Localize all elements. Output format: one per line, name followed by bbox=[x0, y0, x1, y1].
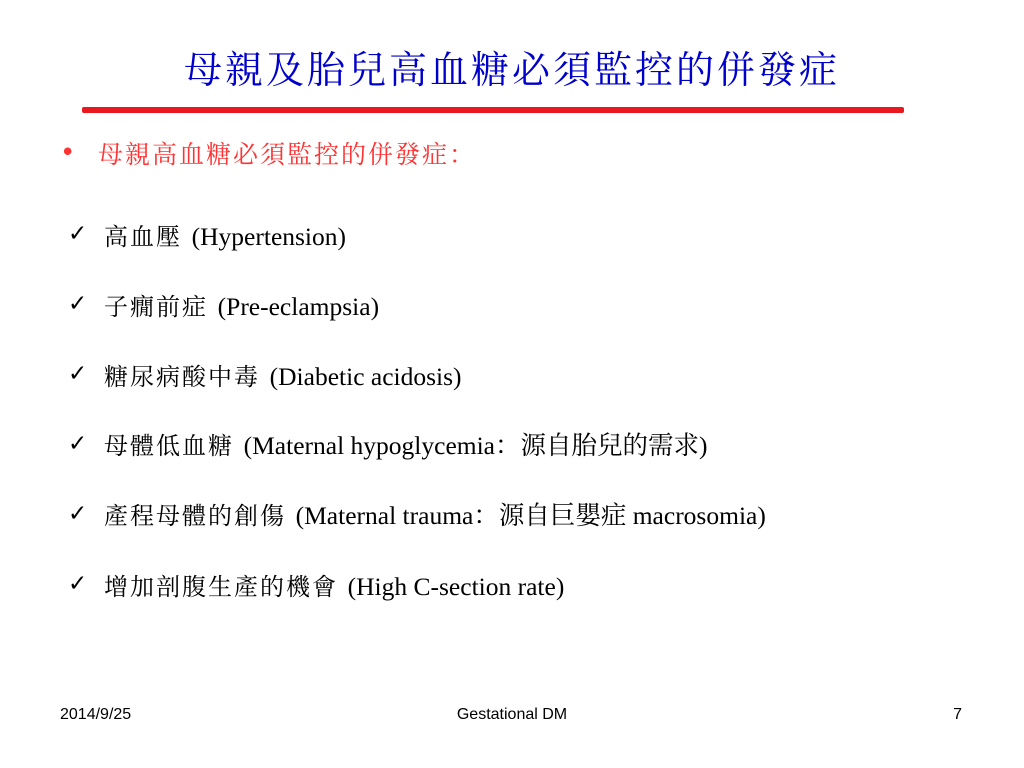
checkmark-icon: ✓ bbox=[68, 431, 88, 457]
item-en: (Diabetic acidosis) bbox=[269, 361, 462, 391]
list-item-text bbox=[104, 567, 564, 602]
item-zh: 糖尿病酸中毒 bbox=[104, 362, 270, 391]
item-en: (High C-section rate) bbox=[347, 571, 565, 601]
checkmark-icon: ✓ bbox=[68, 571, 88, 597]
checkmark-icon: ✓ bbox=[68, 361, 88, 387]
title-underline bbox=[82, 107, 904, 113]
footer-date: 2014/9/25 bbox=[60, 706, 132, 723]
item-zh: 子癇前症 bbox=[104, 292, 218, 321]
item-en: (Maternal hypoglycemia：源自胎兒的需求) bbox=[243, 431, 708, 460]
checkmark-icon: ✓ bbox=[68, 221, 88, 247]
item-zh: 母體低血糖 bbox=[104, 432, 244, 460]
item-en: (Maternal trauma：源自巨嬰症 macrosomia) bbox=[295, 501, 766, 530]
list-item-text bbox=[104, 357, 462, 392]
bullet-heading-text: 母親高血糖必須監控的併發症： bbox=[98, 140, 477, 169]
list-item bbox=[68, 269, 766, 339]
list-item-text bbox=[104, 287, 379, 322]
list-item bbox=[68, 199, 766, 269]
list-item bbox=[68, 549, 766, 619]
list-item bbox=[68, 409, 766, 479]
list-item bbox=[68, 339, 766, 409]
footer-title: Gestational DM bbox=[456, 706, 568, 723]
slide-title: 母親及胎兒高血糖必須監控的併發症 bbox=[183, 48, 840, 92]
complication-list bbox=[68, 199, 766, 619]
list-item-text bbox=[104, 217, 346, 252]
page-number: 7 bbox=[953, 706, 962, 723]
bullet-dot-icon: • bbox=[60, 138, 76, 168]
list-item bbox=[68, 479, 766, 549]
checkmark-icon: ✓ bbox=[68, 291, 88, 317]
item-zh: 產程母體的創傷 bbox=[104, 502, 296, 530]
item-zh: 增加剖腹生產的機會 bbox=[104, 572, 348, 601]
checkmark-icon: ✓ bbox=[68, 501, 88, 527]
item-en: (Pre-eclampsia) bbox=[217, 291, 380, 321]
bullet-heading bbox=[60, 133, 476, 173]
item-zh: 高血壓 bbox=[104, 222, 192, 251]
item-en: (Hypertension) bbox=[191, 221, 347, 251]
list-item-text bbox=[104, 496, 766, 532]
list-item-text bbox=[104, 426, 708, 462]
